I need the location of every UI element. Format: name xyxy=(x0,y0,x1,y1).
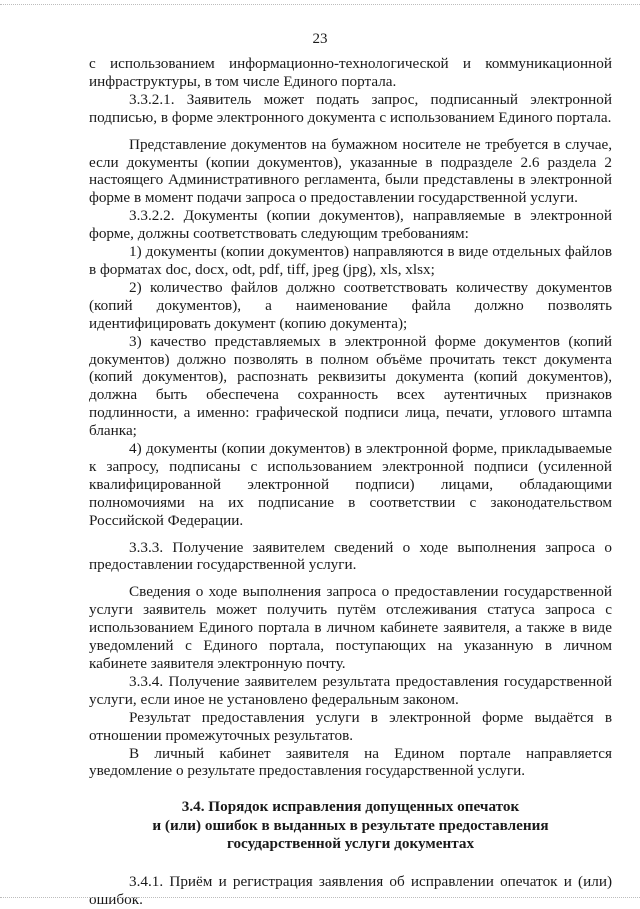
section-heading xyxy=(89,798,612,853)
paragraph: Представление документов на бумажном носителе не требуется в случае, если документы (копии документов), указанные в подразделе 2.6 раздела 2 настоящего Административного регламента, были представлены в электронной форме в момент подачи запроса о предоставлении государственной услуги. xyxy=(89,135,612,207)
paragraph: 3.3.2.1. Заявитель может подать запрос, подписанный электронной подписью, в форме электронного документа с использованием Единого портала. xyxy=(89,90,612,126)
paragraph: В личный кабинет заявителя на Едином портале направляется уведомление о результате предоставления государственной услуги. xyxy=(89,744,612,780)
paragraphs-before-heading xyxy=(89,55,612,780)
paragraph: 3.3.2.2. Документы (копии документов), направляемые в электронной форме, должны соответствовать следующим требованиям: xyxy=(89,207,612,243)
paragraph: Результат предоставления услуги в электронной форме выдаётся в отношении промежуточных результатов. xyxy=(89,708,612,744)
section-heading-line-1: 3.4. Порядок исправления допущенных опечаток xyxy=(181,798,520,816)
paragraph: 3.4.1. Приём и регистрация заявления об исправлении опечаток и (или) ошибок. xyxy=(89,873,612,909)
scan-edge-bottom xyxy=(0,897,640,899)
paragraphs-after-heading xyxy=(89,873,612,909)
section-heading-line-3: государственной услуги документах xyxy=(226,834,475,852)
paragraph: 4) документы (копии документов) в электронной форме, прикладываемые к запросу, подписаны с использованием электронной подписи (усиленной квалифицированной электронной подписи) лицами, обладающими полномочиями на их подписание в соответствии с законодательством Российской Федерации. xyxy=(89,440,612,529)
scan-edge-top xyxy=(0,4,640,6)
paragraph: 3.3.3. Получение заявителем сведений о ходе выполнения запроса о предоставлении государственной услуги. xyxy=(89,538,612,574)
paragraph: с использованием информационно-технологической и коммуникационной инфраструктуры, в том числе Единого портала. xyxy=(89,55,612,90)
paragraph: 3) качество представляемых в электронной форме документов (копий документов) должно позволять в полном объёме прочитать текст документа (копий документов), распознать реквизиты документа (копий документов), должна быть обеспечена сохранность всех аутентичных признаков подлинности, а именно: графической подписи лица, печати, углового штампа бланка; xyxy=(89,332,612,440)
paragraph: Сведения о ходе выполнения запроса о предоставлении государственной услуги заявитель может получить путём отслеживания статуса запроса с использованием Единого портала в личном кабинете заявителя, а также в виде уведомлений с Единого портала, поступающих на указанную в личном кабинете заявителя электронную почту. xyxy=(89,583,612,672)
paragraph: 1) документы (копии документов) направляются в виде отдельных файлов в форматах doc, docx, odt, pdf, tiff, jpeg (jpg), xls, xlsx; xyxy=(89,243,612,278)
paragraph: 3.3.4. Получение заявителем результата предоставления государственной услуги, если иное не установлено федеральным законом. xyxy=(89,672,612,708)
document-body xyxy=(89,55,612,909)
page-number: 23 xyxy=(312,31,328,47)
section-heading-line-2: и (или) ошибок в выданных в результате предоставления xyxy=(152,816,549,834)
paragraph: 2) количество файлов должно соответствовать количеству документов (копий документов), а наименование файла должно позволять идентифицировать документ (копию документа); xyxy=(89,278,612,332)
